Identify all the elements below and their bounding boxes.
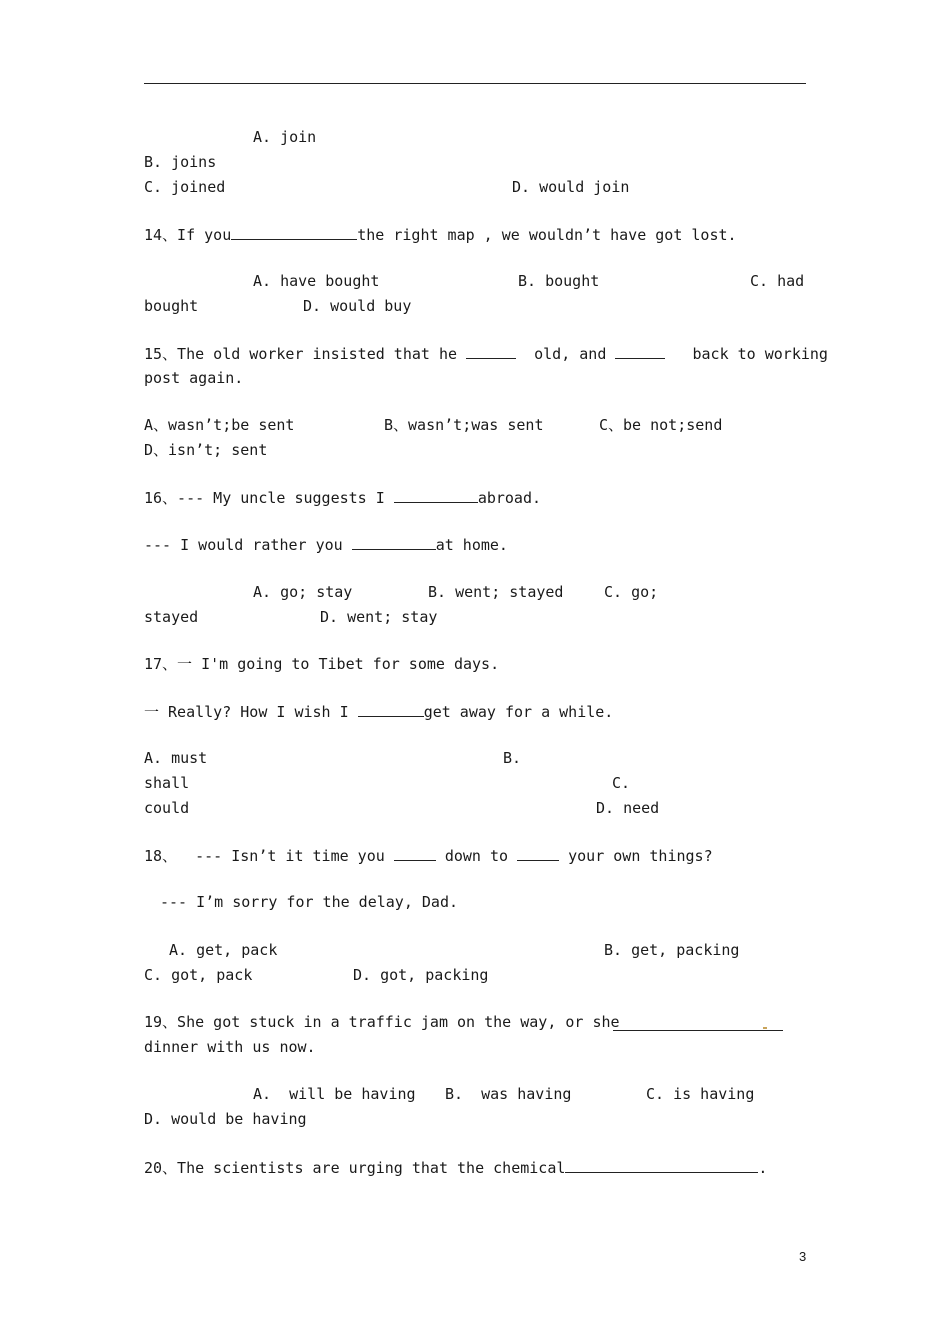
q17-option-d: D. need (596, 799, 660, 817)
q16-option-b: B. went; stayed (428, 583, 564, 601)
q18-line1-start: 18、 --- Isn’t it time you (144, 847, 385, 865)
q17-line1: 17、一 I'm going to Tibet for some days. (144, 655, 500, 673)
q17-blank (358, 702, 424, 717)
q19-option-b: B. was having (445, 1085, 572, 1103)
q15-blank-1 (466, 344, 516, 359)
q20-stem-start: 20、The scientists are urging that the chemical (144, 1159, 566, 1177)
q15-option-b: B、wasn’t;was sent (384, 416, 544, 434)
q16-blank-2 (352, 535, 436, 550)
q15-option-d: D、isn’t; sent (144, 441, 268, 459)
q19-option-a: A. will be having (253, 1085, 416, 1103)
q14-stem (144, 225, 737, 244)
q19-blank (613, 1016, 783, 1031)
q18-line1 (144, 846, 713, 865)
q19-line1: 19、She got stuck in a traffic jam on the way, or she (144, 1013, 620, 1031)
q18-option-b: B. get, packing (604, 941, 740, 959)
q14-option-a: A. have bought (253, 272, 380, 290)
q15-stem-mid: old, and (534, 345, 607, 363)
q16-line2-start: --- I would rather you (144, 536, 343, 554)
q17-line2-start: 一 Really? How I wish I (144, 703, 349, 721)
q17-line2-end: get away for a while. (423, 703, 614, 721)
q16-line1-end: abroad. (477, 489, 542, 507)
q15-option-a: A、wasn’t;be sent (144, 416, 295, 434)
q18-blank-2 (517, 846, 559, 861)
q17-option-b-cont: shall (144, 774, 190, 792)
q20-blank (565, 1158, 758, 1173)
q15-stem-end: back to working (692, 345, 828, 363)
q15-blank-2 (615, 344, 665, 359)
q16-line1-start: 16、--- My uncle suggests I (144, 489, 385, 507)
q15-stem-start: 15、The old worker insisted that he (144, 345, 458, 363)
q16-option-d: D. went; stay (320, 608, 438, 626)
q18-blank-1 (394, 846, 436, 861)
q15-option-c: C、be not;send (599, 416, 723, 434)
q19-option-c: C. is having (646, 1085, 755, 1103)
q18-option-d: D. got, packing (353, 966, 489, 984)
q13-option-a: A. join (253, 128, 317, 146)
q16-option-c: C. go; (604, 583, 659, 601)
q15-stem (144, 344, 828, 363)
q14-stem-end: the right map , we wouldn’t have got lost. (357, 226, 737, 244)
q14-blank (231, 225, 357, 240)
q16-blank-1 (394, 488, 478, 503)
q13-option-b: B. joins (144, 153, 217, 171)
q13-option-c: C. joined (144, 178, 226, 196)
q18-line1-end: your own things? (568, 847, 713, 865)
q15-stem-line2: post again. (144, 369, 244, 387)
q16-option-c-cont: stayed (144, 608, 199, 626)
q18-option-c: C. got, pack (144, 966, 253, 984)
q14-option-c: C. had (750, 272, 805, 290)
q19-line2: dinner with us now. (144, 1038, 316, 1056)
q18-option-a: A. get, pack (169, 941, 278, 959)
q18-line1-mid: down to (444, 847, 509, 865)
q17-option-c: C. (612, 774, 631, 792)
q17-line2 (144, 702, 613, 721)
q14-option-d: D. would buy (303, 297, 412, 315)
header-rule (144, 83, 806, 84)
q20-stem-end: . (758, 1159, 768, 1177)
q17-option-c-cont: could (144, 799, 190, 817)
q16-option-a: A. go; stay (253, 583, 353, 601)
q14-stem-start: 14、If you (144, 226, 232, 244)
q16-line1 (144, 488, 541, 507)
q14-option-c-cont: bought (144, 297, 199, 315)
page-number: 3 (799, 1249, 807, 1264)
q16-line2-end: at home. (435, 536, 508, 554)
q17-option-b: B. (503, 749, 522, 767)
q17-option-a: A. must (144, 749, 208, 767)
q19-blank-mark (763, 1027, 767, 1029)
q20-stem (144, 1158, 767, 1177)
q18-line2: --- I’m sorry for the delay, Dad. (160, 893, 459, 911)
q19-option-d: D. would be having (144, 1110, 307, 1128)
q16-line2 (144, 535, 508, 554)
q13-option-d: D. would join (512, 178, 630, 196)
q14-option-b: B. bought (518, 272, 600, 290)
